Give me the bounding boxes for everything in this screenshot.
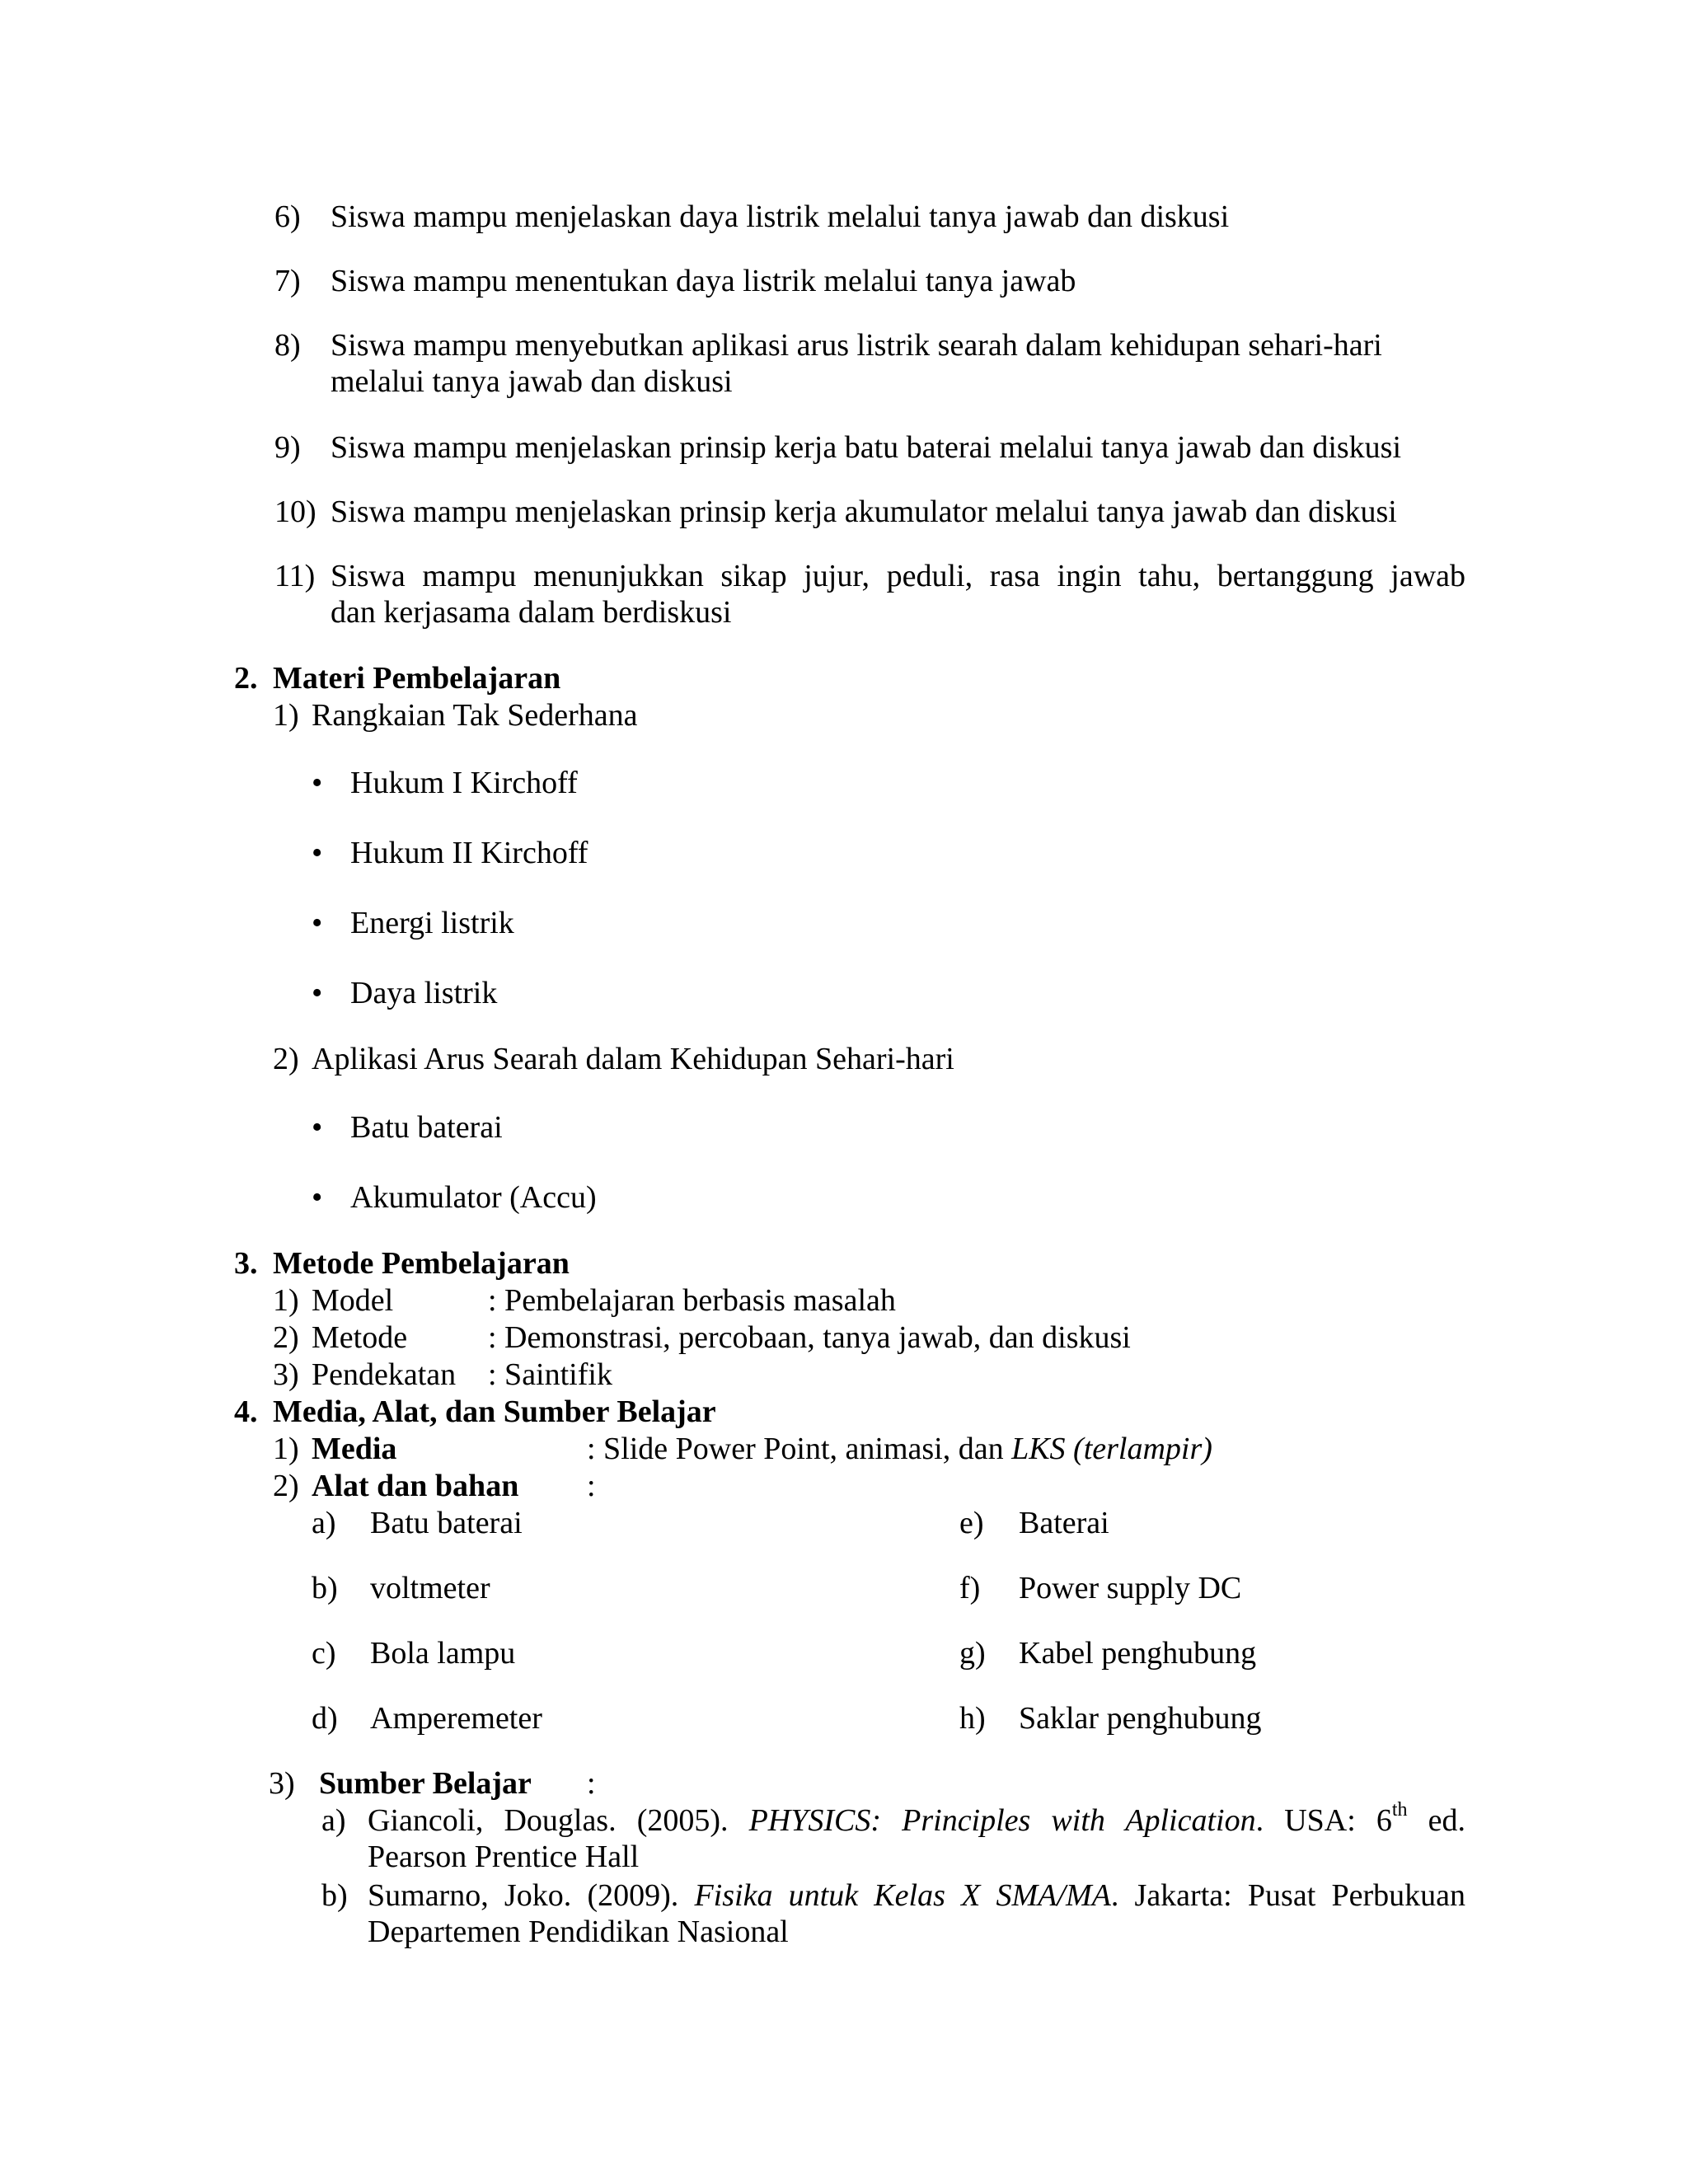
objective-text: Siswa mampu menjelaskan daya listrik melalui tanya jawab dan diskusi xyxy=(331,199,1230,234)
objective-text-line1: Siswa mampu menyebutkan aplikasi arus listrik searah dalam kehidupan sehari-hari xyxy=(331,328,1382,363)
objective-number: 10) xyxy=(274,494,316,529)
objective-text: Siswa mampu menjelaskan prinsip kerja akumulator melalui tanya jawab dan diskusi xyxy=(331,494,1397,529)
bullet-icon: • xyxy=(312,836,323,870)
objective-text: Siswa mampu menentukan daya listrik melalui tanya jawab xyxy=(331,264,1076,298)
bullet-icon: • xyxy=(312,906,323,940)
objective-number: 7) xyxy=(274,264,301,298)
objective-number: 11) xyxy=(274,559,316,593)
reference-line2: Pearson Prentice Hall xyxy=(368,1840,640,1874)
reference-line1: Giancoli, Douglas. (2005). PHYSICS: Principles with Aplication. USA: 6th ed. xyxy=(368,1799,1465,1838)
reference-line1: Sumarno, Joko. (2009). Fisika untuk Kelas X SMA/MA. Jakarta: Pusat Perbukuan xyxy=(368,1878,1465,1913)
bullet-icon: • xyxy=(312,766,323,800)
objective-number: 8) xyxy=(274,328,301,363)
objective-number: 6) xyxy=(274,199,301,234)
bullet-icon: • xyxy=(312,1180,323,1215)
objective-text-line2: melalui tanya jawab dan diskusi xyxy=(331,364,733,399)
objective-text-line1: Siswa mampu menunjukkan sikap jujur, peduli, rasa ingin tahu, bertanggung jawab xyxy=(331,559,1465,593)
objective-number: 9) xyxy=(274,430,301,465)
bullet-icon: • xyxy=(312,1110,323,1145)
bullet-icon: • xyxy=(312,976,323,1010)
document-page: 6) Siswa mampu menjelaskan daya listrik melalui tanya jawab dan diskusi 7) Siswa mampu menentukan daya listrik melalui tanya jawab 8) Siswa mampu menyebutkan aplikasi arus listrik searah dalam kehidupan sehari-hari melalui tanya jawab dan diskusi 9) Siswa mampu menjelaskan prinsip kerja batu baterai melalui tanya jawab dan diskusi 10) Siswa mampu menjelaskan prinsip kerja akumulator melalui tanya jawab dan diskusi 11) Siswa mampu menunjukkan sikap jujur, peduli, rasa ingin tahu, bertanggung jawab dan kerjasama dalam berdiskusi 2. Materi Pembelajaran 1) Rangkaian Tak Sederhana • Hukum I Kirchoff • Hukum II Kirchoff • Energi listrik • Daya listrik 2) Aplikasi Arus Searah dalam Kehidupan Sehari-hari • Batu baterai • Akumulator (Accu) 3. Metode Pembelajaran 1) Model : Pembelajaran berbasis masalah 2) Metode : Demonstrasi, percobaan, tanya jawab, dan diskusi 3) Pendekatan : Saintifik 4. Media, Alat, dan Sumber Belajar 1) Media : Slide Power Point, animasi, dan LKS (terlampir) 2) Alat dan bahan : a) Batu baterai b) voltmeter c) Bola lampu d) Amperemeter e) Baterai f) Power supply DC g) Kabel penghubung h) Saklar penghubung 3) Sumber Belajar : a) Giancoli, Douglas. (2005). PHYSICS: Principles with Aplication. USA: 6th ed. Pearson Prentice Hall b) Sumarno, Joko. (2009). Fisika untuk Kelas X SMA/MA. Jakarta: Pusat Perbukuan Departemen Pendidikan Nasional xyxy=(234,199,1465,1949)
objective-text: Siswa mampu menjelaskan prinsip kerja batu baterai melalui tanya jawab dan diskusi xyxy=(331,430,1402,465)
objective-text-line2: dan kerjasama dalam berdiskusi xyxy=(331,595,732,630)
reference-line2: Departemen Pendidikan Nasional xyxy=(368,1915,789,1949)
